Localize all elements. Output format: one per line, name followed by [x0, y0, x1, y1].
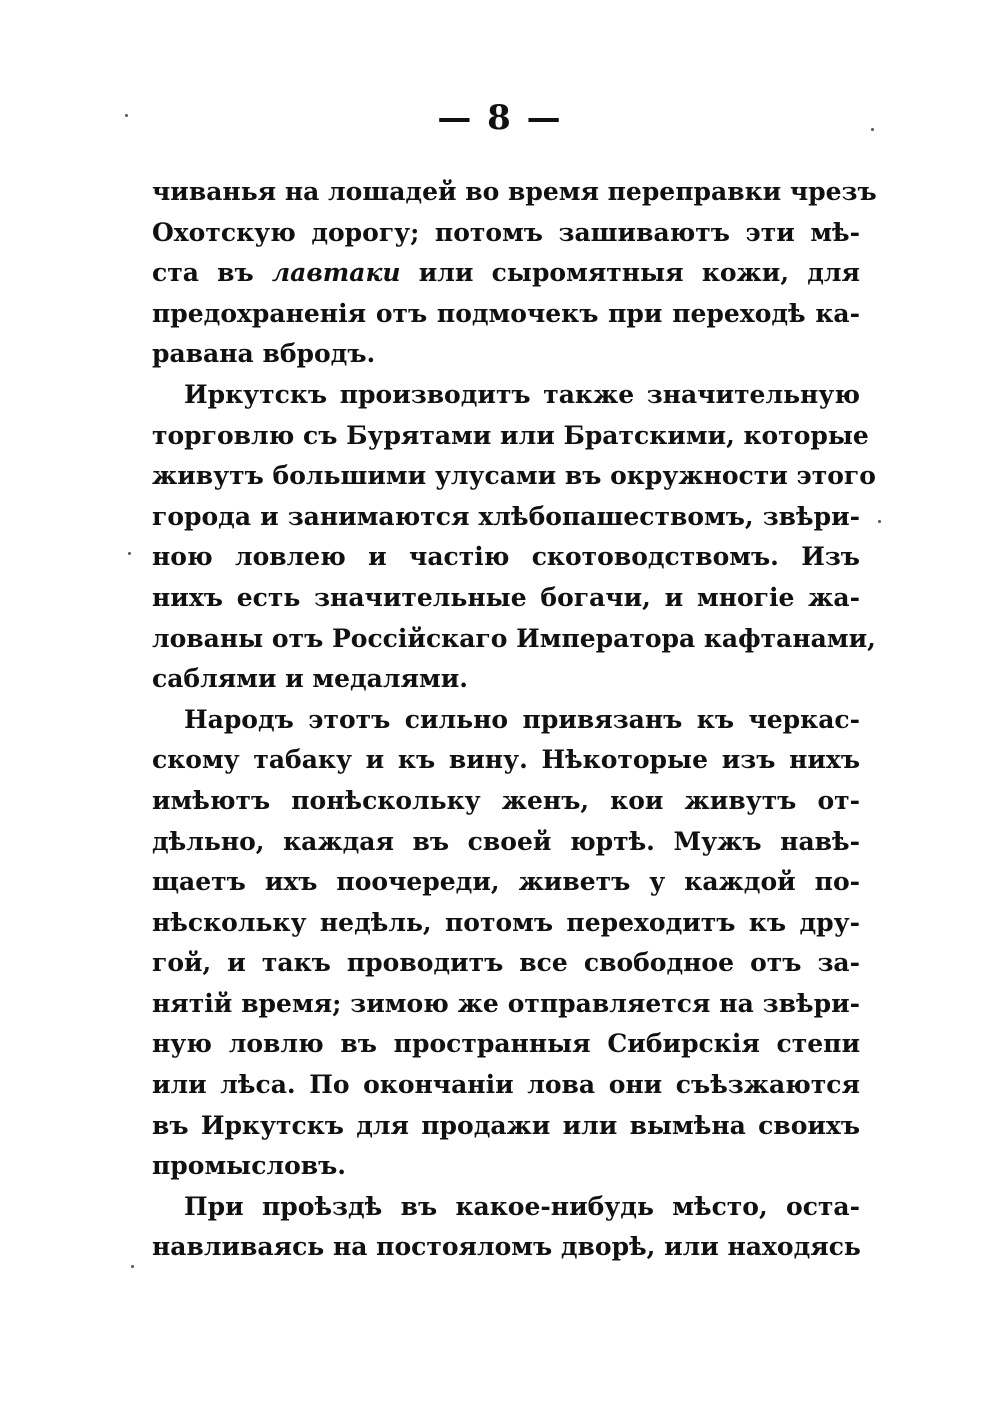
text-line: или лѣса. По окончаніи лова они съѣзжаются: [152, 1070, 860, 1100]
text-line: Иркутскъ производитъ также значительную: [184, 379, 860, 409]
text-line: При проѣздѣ въ какое-нибудь мѣсто, оста-: [184, 1191, 860, 1221]
text-line: саблями и медалями.: [152, 664, 468, 694]
paragraph-1: [152, 172, 877, 375]
text-line: ною ловлею и частію скотоводствомъ. Изъ: [152, 542, 860, 572]
text-line: имѣютъ понѣскольку женъ, кои живутъ от-: [152, 785, 860, 815]
text-line: живутъ большими улусами въ окружности этого: [152, 461, 876, 491]
scan-speck: [131, 1265, 134, 1268]
text-line: чиванья на лошадей во время переправки чрезъ: [152, 177, 877, 206]
text-line: равана вбродъ.: [152, 339, 376, 369]
text-line: промысловъ.: [152, 1151, 347, 1181]
paragraph-2: [152, 375, 876, 700]
text-line: дѣльно, каждая въ своей юртѣ. Мужъ навѣ-: [152, 826, 860, 856]
paragraph-4: [152, 1187, 860, 1268]
scan-speck: [128, 552, 131, 555]
text-line: нятій время; зимою же отправляется на звѣри-: [152, 988, 860, 1018]
text-line: ную ловлю въ пространныя Сибирскія степи: [152, 1029, 860, 1059]
text-line: лованы отъ Россійскаго Императора кафтанами,: [152, 623, 876, 653]
scan-speck: [878, 520, 881, 523]
text-line: нѣскольку недѣль, потомъ переходитъ къ дру-: [152, 907, 860, 937]
text-line: щаетъ ихъ поочереди, живетъ у каждой по-: [152, 867, 860, 897]
text-line: гой, и такъ проводитъ все свободное отъ за-: [152, 948, 860, 978]
page-number: — 8 —: [437, 98, 563, 138]
text-line: навливаясь на постояломъ дворѣ, или находясь: [152, 1232, 861, 1262]
text-line: предохраненія отъ подмочекъ при переходѣ ка-: [152, 298, 860, 328]
text-line: скому табаку и къ вину. Нѣкоторые изъ нихъ: [152, 745, 860, 775]
text-line: въ Иркутскъ для продажи или вымѣна своихъ: [152, 1110, 860, 1140]
text-line-with-italic: ста въ лавтаки или сыромятныя кожи, для: [152, 258, 860, 288]
text-line: торговлю съ Бурятами или Братскими, которые: [152, 420, 869, 450]
text-line: Охотскую дорогу; потомъ зашиваютъ эти мѣ-: [152, 217, 860, 247]
scan-speck: [125, 114, 128, 117]
scan-speck: [871, 128, 874, 131]
text-block: [152, 172, 877, 1268]
italic-term: лавтаки: [271, 258, 401, 288]
text-line: города и занимаются хлѣбопашествомъ, звѣри-: [152, 501, 860, 531]
text-line: Народъ этотъ сильно привязанъ къ черкас-: [184, 704, 860, 734]
text-line: нихъ есть значительные богачи, и многіе жа-: [152, 582, 860, 612]
paragraph-3: [152, 700, 860, 1187]
